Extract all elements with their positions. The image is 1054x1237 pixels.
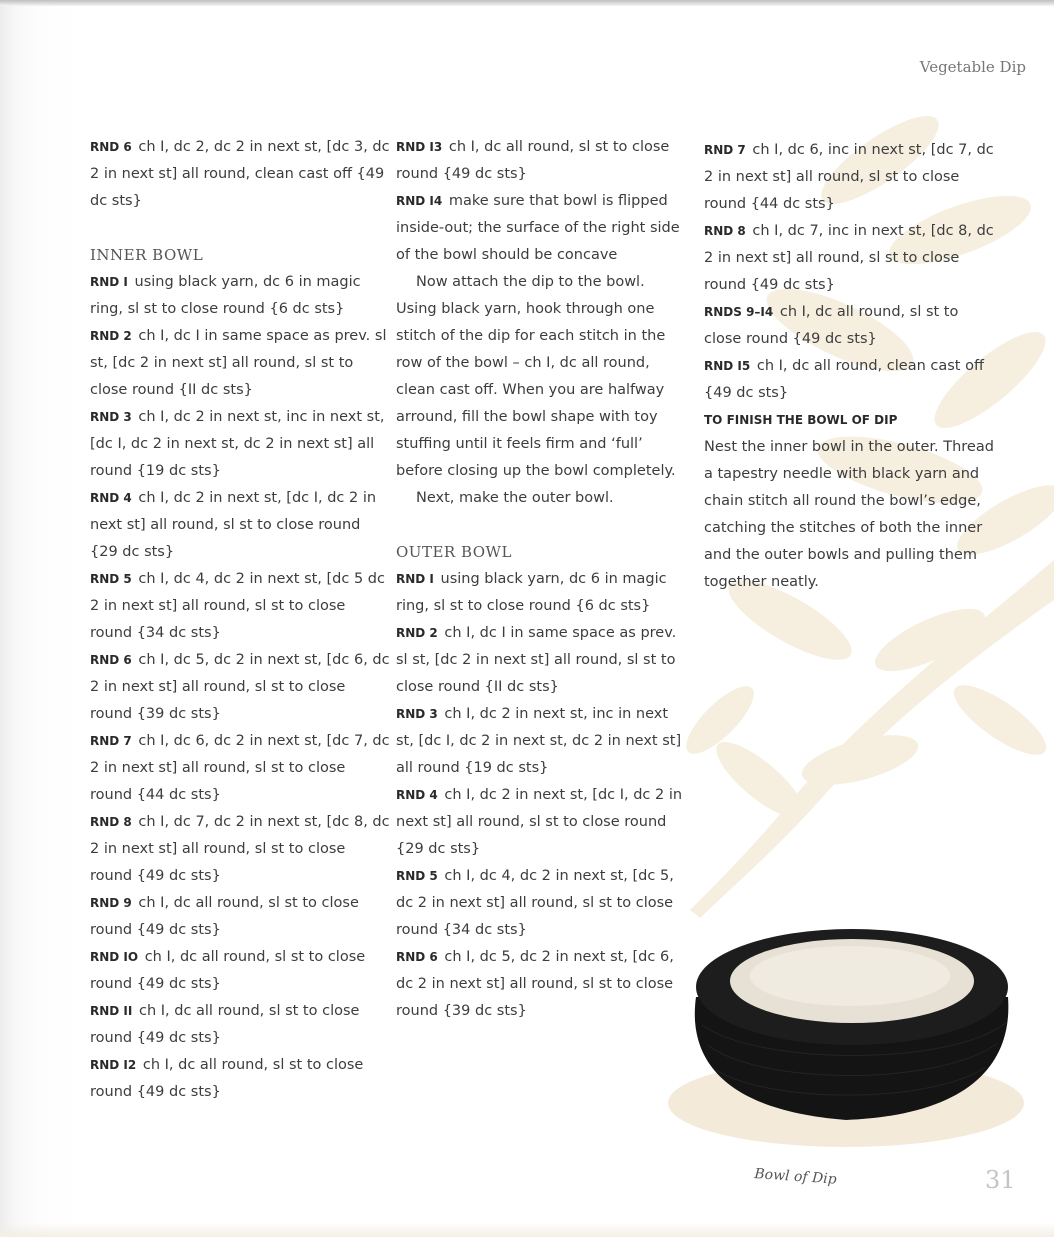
- pattern-round: [396, 944, 686, 1025]
- pattern-column-3: [704, 137, 994, 596]
- round-label: RND 2: [396, 626, 438, 640]
- pattern-round: [90, 1052, 390, 1106]
- round-instructions: ch I, dc I in same space as prev. sl st, [dc 2 in next st] all round, sl st to close round {II dc sts}: [90, 328, 387, 398]
- round-instructions: ch I, dc all round, sl st to close round {49 dc sts}: [90, 895, 359, 938]
- running-header: Vegetable Dip: [919, 58, 1026, 76]
- round-label: RND 8: [90, 815, 132, 829]
- section-heading: OUTER BOWL: [396, 543, 512, 561]
- pattern-round: [90, 566, 390, 647]
- round-label: RND 3: [396, 707, 438, 721]
- pattern-round: [396, 863, 686, 944]
- round-instructions: ch I, dc 2, dc 2 in next st, [dc 3, dc 2 in next st] all round, clean cast off {49 dc sts}: [90, 139, 390, 209]
- pattern-round: [90, 647, 390, 728]
- page-number: 31: [985, 1166, 1016, 1194]
- pattern-round: [90, 728, 390, 809]
- round-label: RND I5: [704, 359, 751, 373]
- round-label: RND I2: [90, 1058, 137, 1072]
- pattern-round: [90, 809, 390, 890]
- round-label: RND IO: [90, 950, 139, 964]
- section-heading: INNER BOWL: [90, 246, 204, 264]
- round-label: RNDS 9–I4: [704, 305, 774, 319]
- round-instructions: ch I, dc I in same space as prev. sl st, [dc 2 in next st] all round, sl st to close round {II dc sts}: [396, 625, 677, 695]
- round-label: RND 4: [90, 491, 132, 505]
- pattern-round: [90, 944, 390, 998]
- round-label: RND I: [396, 572, 434, 586]
- round-label: RND 8: [704, 224, 746, 238]
- pattern-round: [704, 353, 994, 407]
- round-label: RND 4: [396, 788, 438, 802]
- instruction-paragraph: Next, make the outer bowl.: [416, 490, 614, 506]
- pattern-column-2: [396, 134, 686, 1025]
- round-label: RND 2: [90, 329, 132, 343]
- photo-caption: Bowl of Dip: [753, 1166, 838, 1188]
- round-label: RND I4: [396, 194, 443, 208]
- round-instructions: using black yarn, dc 6 in magic ring, sl st to close round {6 dc sts}: [90, 274, 361, 317]
- round-label: RND 9: [90, 896, 132, 910]
- round-label: RND 6: [90, 140, 132, 154]
- pattern-round: [90, 134, 390, 215]
- round-instructions: ch I, dc 5, dc 2 in next st, [dc 6, dc 2 in next st] all round, sl st to close round {39 dc sts}: [396, 949, 674, 1019]
- page-bottom-shadow: [0, 1223, 1054, 1237]
- round-instructions: ch I, dc 6, dc 2 in next st, [dc 7, dc 2 in next st] all round, sl st to close round {44 dc sts}: [90, 733, 390, 803]
- round-instructions: ch I, dc 6, inc in next st, [dc 7, dc 2 in next st] all round, sl st to close round {44 dc sts}: [704, 142, 994, 212]
- pattern-round: [90, 485, 390, 566]
- round-instructions: ch I, dc all round, sl st to close round {49 dc sts}: [90, 1057, 364, 1100]
- round-instructions: using black yarn, dc 6 in magic ring, sl st to close round {6 dc sts}: [396, 571, 667, 614]
- pattern-column-1: [90, 134, 390, 1106]
- round-instructions: make sure that bowl is flipped inside-out; the surface of the right side of the bowl should be concave: [396, 193, 680, 263]
- pattern-round: [90, 890, 390, 944]
- bowl-of-dip-photo: [668, 905, 1038, 1155]
- round-label: RND II: [90, 1004, 133, 1018]
- pattern-round: [90, 404, 390, 485]
- pattern-round: [90, 998, 390, 1052]
- pattern-round: [704, 299, 994, 353]
- round-instructions: ch I, dc all round, sl st to close round {49 dc sts}: [90, 1003, 360, 1046]
- round-instructions: ch I, dc 2 in next st, [dc I, dc 2 in next st] all round, sl st to close round {29 dc sts}: [396, 787, 683, 857]
- round-instructions: ch I, dc 2 in next st, inc in next st, [dc I, dc 2 in next st, dc 2 in next st] all round {19 dc sts}: [90, 409, 385, 479]
- round-instructions: ch I, dc 2 in next st, [dc I, dc 2 in next st] all round, sl st to close round {29 dc sts}: [90, 490, 377, 560]
- round-instructions: ch I, dc 7, dc 2 in next st, [dc 8, dc 2 in next st] all round, sl st to close round {49 dc sts}: [90, 814, 390, 884]
- pattern-round: [396, 188, 686, 269]
- round-instructions: ch I, dc 4, dc 2 in next st, [dc 5, dc 2 in next st] all round, sl st to close round {34 dc sts}: [396, 868, 674, 938]
- round-label: RND I3: [396, 140, 443, 154]
- pattern-round: [396, 701, 686, 782]
- pattern-round: [396, 620, 686, 701]
- round-instructions: ch I, dc all round, clean cast off {49 dc sts}: [704, 358, 984, 401]
- pattern-round: [90, 269, 390, 323]
- pattern-round: [396, 782, 686, 863]
- round-label: RND 5: [90, 572, 132, 586]
- round-instructions: ch I, dc 7, inc in next st, [dc 8, dc 2 in next st] all round, sl st to close round {49 dc sts}: [704, 223, 994, 293]
- round-instructions: ch I, dc all round, sl st to close round {49 dc sts}: [90, 949, 366, 992]
- pattern-round: [396, 566, 686, 620]
- round-instructions: ch I, dc 5, dc 2 in next st, [dc 6, dc 2 in next st] all round, sl st to close round {39 dc sts}: [90, 652, 390, 722]
- round-label: RND 7: [704, 143, 746, 157]
- section-spacer: [396, 512, 686, 539]
- round-label: RND I: [90, 275, 128, 289]
- instruction-paragraph: Nest the inner bowl in the outer. Thread a tapestry needle with black yarn and chain stitch all round the bowl’s edge, catching the stitches of both the inner and the outer bowls and pulling them together neatly.: [704, 439, 994, 590]
- round-label: RND 6: [90, 653, 132, 667]
- pattern-round: [704, 137, 994, 218]
- pattern-round: [704, 218, 994, 299]
- round-instructions: ch I, dc all round, sl st to close round {49 dc sts}: [396, 139, 670, 182]
- instruction-paragraph: Now attach the dip to the bowl. Using black yarn, hook through one stitch of the dip for each stitch in the row of the bowl – ch I, dc all round, clean cast off. When you are halfway arround, fill the bowl shape with toy stuffing until it feels firm and ‘full’ before closing up the bowl completely.: [396, 274, 676, 479]
- round-label: RND 7: [90, 734, 132, 748]
- round-label: RND 6: [396, 950, 438, 964]
- round-label: RND 5: [396, 869, 438, 883]
- pattern-round: [90, 323, 390, 404]
- round-instructions: ch I, dc all round, sl st to close round {49 dc sts}: [704, 304, 959, 347]
- section-spacer: [90, 215, 390, 242]
- finish-heading: TO FINISH THE BOWL OF DIP: [704, 413, 898, 427]
- pattern-round: [396, 134, 686, 188]
- round-instructions: ch I, dc 4, dc 2 in next st, [dc 5 dc 2 in next st] all round, sl st to close round {34 dc sts}: [90, 571, 385, 641]
- round-instructions: ch I, dc 2 in next st, inc in next st, [dc I, dc 2 in next st, dc 2 in next st] all round {19 dc sts}: [396, 706, 682, 776]
- round-label: RND 3: [90, 410, 132, 424]
